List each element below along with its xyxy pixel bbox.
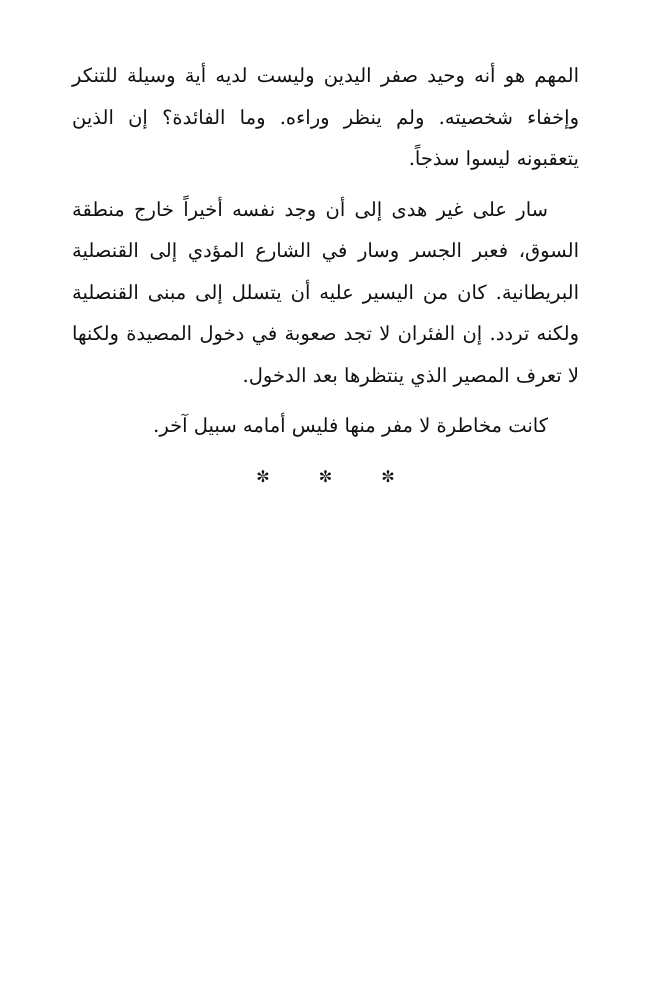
paragraph-2: سار على غير هدى إلى أن وجد نفسه أخيراً خارج منطقة السوق، فعبر الجسر وسار في الشارع المؤدي إلى القنصلية البريطانية. كان من اليسير عليه أن يتسلل إلى مبنى القنصلية ولكنه تردد. إن الفئران لا تجد صعوبة في دخول المصيدة ولكنها لا تعرف المصير الذي ينتظرها بعد الدخول. bbox=[72, 197, 579, 387]
section-separator: ✼ ✼ ✼ bbox=[256, 466, 417, 486]
paragraph-1: المهم هو أنه وحيد صفر اليدين وليست لديه أية وسيلة للتنكر وإخفاء شخصيته. ولم ينظر وراءه. وما الفائدة؟ إن الذين يتعقبونه ليسوا سذجاً. bbox=[72, 64, 579, 170]
page-text bbox=[72, 55, 579, 497]
paragraph-3: كانت مخاطرة لا مفر منها فليس أمامه سبيل آخر. bbox=[153, 414, 548, 437]
